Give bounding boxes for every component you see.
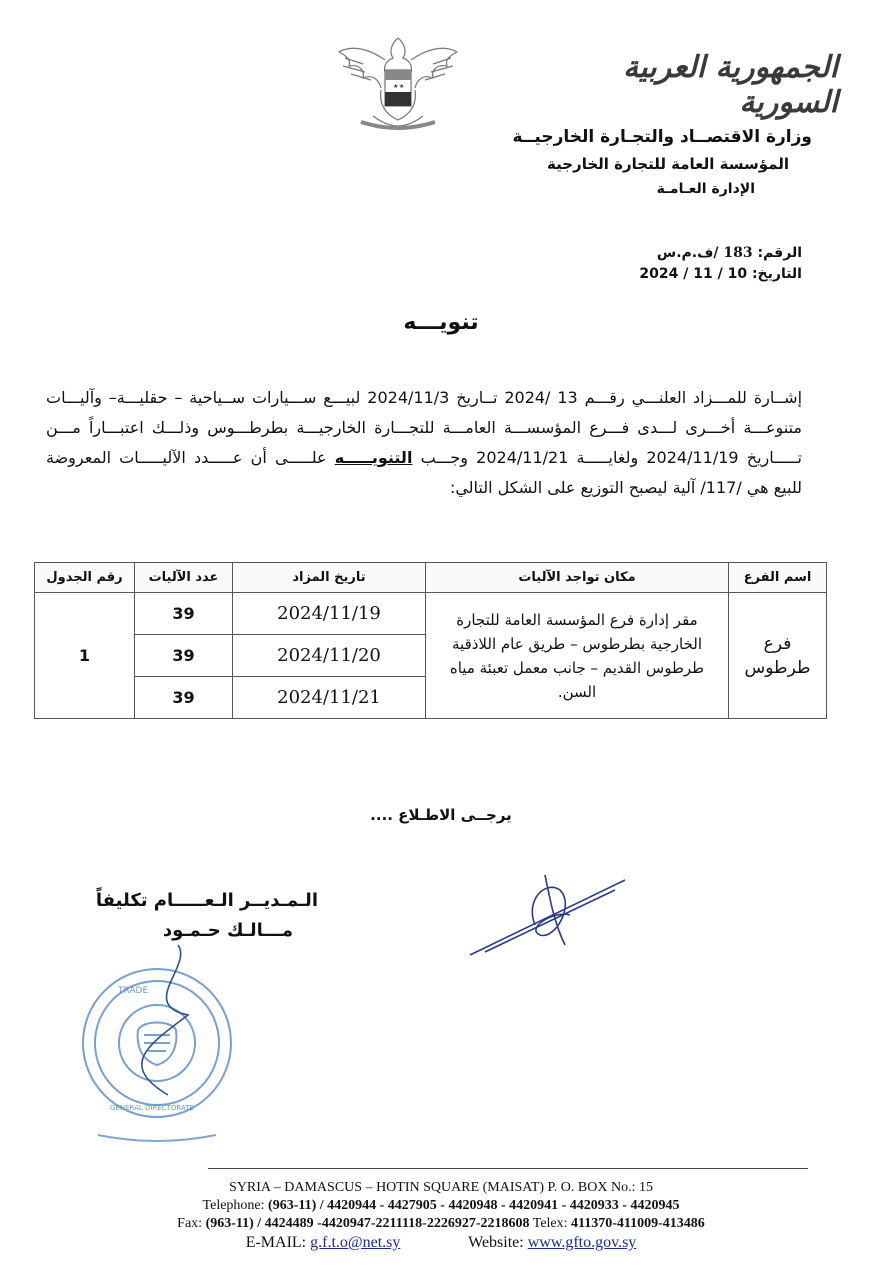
header-branch: اسم الفرع (729, 563, 827, 593)
reference-date-value: 2024 / 11 / 10 (639, 266, 748, 282)
official-stamp-icon (78, 935, 236, 1150)
auction-date-cell: 2024/11/21 (233, 677, 426, 719)
footer-address: SYRIA – DAMASCUS – HOTIN SQUARE (MAISAT) P. O. BOX No.: 15 (229, 1180, 653, 1195)
email-link[interactable]: g.f.t.o@net.sy (310, 1234, 401, 1251)
svg-text:★: ★ (393, 83, 399, 90)
reference-number-suffix: /ف.م.س (656, 245, 719, 261)
telephone-label: Telephone: (202, 1198, 265, 1213)
reference-date (639, 266, 802, 282)
ministry-name: وزارة الاقتصــاد والتجـارة الخارجيــة (512, 127, 812, 147)
reference-number-label: الرقم: (757, 245, 802, 261)
svg-text:GENERAL DIRECTORATE: GENERAL DIRECTORATE (110, 1104, 194, 1112)
auction-date-cell: 2024/11/20 (233, 635, 426, 677)
auction-date-cell: 2024/11/19 (233, 593, 426, 635)
svg-text:TRADE: TRADE (118, 986, 149, 996)
notice-body-part1: إشــارة للمـــزاد العلنـــي رقـــم 13 /2024 تــاريخ 2024/11/3 لبيـــع ســـيارات ســياحية – حقليـــة– وآليـــات متنوعـــة أخـــرى لـــدى فـــرع المؤسســـة العامـــة للتجـــارة الخارجيـــة بطرطـــوس وذلـــك اعتبـــاراً مـــن تـــــاريخ 2024/11/19 ولغايـــــة 2024/11/21 وجـــب (46, 388, 803, 467)
please-be-informed: يرجــى الاطـلاع .... (370, 806, 512, 824)
notice-body-part2: علـــــى أن عـــــدد الآليـــــات المعروضة للبيع هي /117/ آلية ليصبح التوزيع على الشكل التالي: (46, 448, 802, 497)
institution-name: المؤسسة العامة للتجارة الخارجية (547, 155, 789, 173)
location-cell: مقر إدارة فرع المؤسسة العامة للتجارة الخارجية بطرطوس – طريق عام اللاذقية طرطوس القديم – جانب معمل تعبئة مياه السن. (426, 593, 729, 719)
header-count: عدد الآليات (135, 563, 233, 593)
footer-contact (0, 1234, 882, 1252)
count-cell: 39 (135, 593, 233, 635)
reference-date-label: التاريخ: (751, 266, 802, 282)
table-row (35, 593, 827, 635)
table-number-cell: 1 (35, 593, 135, 719)
footer-telephone (0, 1198, 882, 1214)
director-name: مـــالـك حـمـود (162, 920, 293, 941)
telex-label: Telex: (532, 1216, 568, 1231)
reference-number-value: 183 (723, 245, 753, 261)
table-header-row (35, 563, 827, 593)
website-label: Website: (468, 1234, 524, 1251)
republic-heading: الجمهورية العربية السورية (623, 50, 838, 120)
telex-value: 411370-411009-413486 (571, 1216, 705, 1231)
notice-body-emphasis: التنويـــــه (334, 448, 413, 467)
notice-title: تنويـــه (403, 310, 479, 335)
footer-fax-telex (0, 1216, 882, 1232)
footer-divider (208, 1168, 808, 1169)
count-cell: 39 (135, 677, 233, 719)
notice-body (46, 383, 802, 503)
branch-cell: فرع طرطوس (729, 593, 827, 719)
director-title: الـمـديــر الـعـــــام تكليفاً (95, 890, 318, 911)
telephone-value: (963-11) / 4420944 - 4427905 - 4420948 - 4420941 - 4420933 - 4420945 (268, 1198, 680, 1213)
reference-number (657, 245, 802, 261)
svg-text:★: ★ (399, 83, 405, 90)
fax-value: (963-11) / 4424489 -4420947-2211118-2226927-2218608 (205, 1216, 530, 1231)
administration-name: الإدارة العـامـة (656, 181, 755, 197)
header-location: مكان تواجد الآليات (426, 563, 729, 593)
header-auction-date: تاريخ المزاد (233, 563, 426, 593)
website-link[interactable]: www.gfto.gov.sy (527, 1234, 637, 1251)
signature-icon (465, 870, 635, 960)
eagle-emblem-icon (333, 30, 463, 132)
count-cell: 39 (135, 635, 233, 677)
distribution-table (34, 562, 827, 719)
fax-label: Fax: (177, 1216, 203, 1231)
email-label: E-MAIL: (245, 1234, 307, 1251)
header-table-number: رقم الجدول (35, 563, 135, 593)
